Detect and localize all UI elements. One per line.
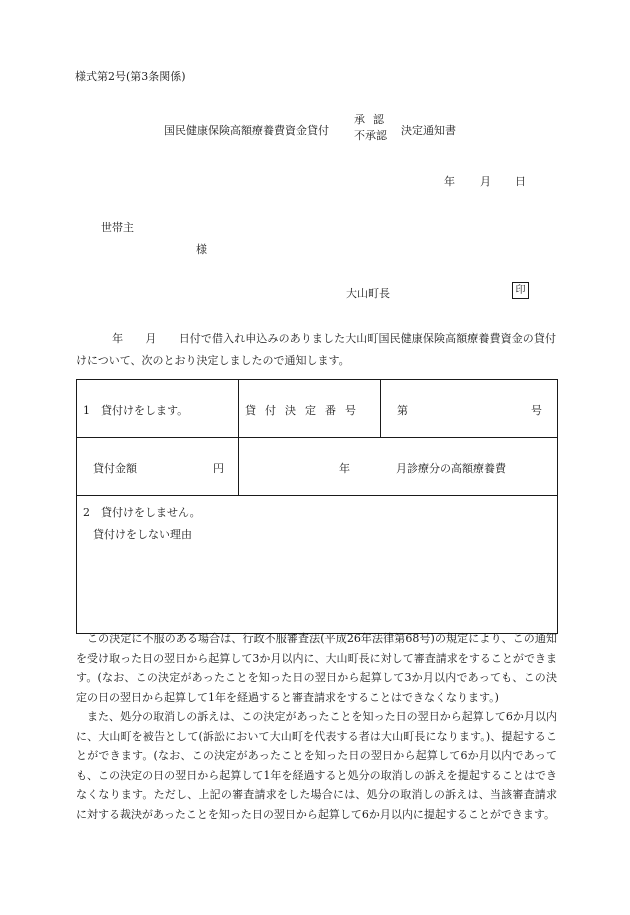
table-row (77, 438, 558, 496)
amount-cell (77, 438, 239, 496)
number-suffix: 号 (531, 404, 542, 417)
issue-date (444, 173, 526, 189)
treatment-year: 年 (339, 462, 350, 475)
household-head-label: 世帯主 (101, 221, 134, 234)
document-title-tail: 決定通知書 (401, 124, 456, 137)
title-options (354, 112, 392, 144)
decision-number-label: 貸付決定番号 (245, 404, 365, 417)
approve-item: 1 貸付けをします。 (83, 404, 189, 417)
disapprove-cell (77, 496, 558, 634)
amount-label: 貸付金額 (93, 462, 137, 475)
reason-label: 貸付けをしない理由 (93, 528, 192, 541)
document-title: 国民健康保険高額療養費資金貸付 (164, 124, 329, 137)
date-year: 年 (444, 175, 455, 188)
seal-mark: 印 (512, 282, 529, 299)
table-row (77, 496, 558, 634)
intro-text (76, 328, 556, 372)
approve-item-cell (77, 380, 239, 438)
appeal-paragraph-2: また、処分の取消しの訴えは、この決定があったことを知った日の翌日から起算して6か月以内に、大山町を被告として(訴訟において大山町を代表する者は大山町長になります。)、提起することができます。(なお、この決定があったことを知った日の翌日から起算して6か月以内であっても、この決定の日の翌日から起算して1年を経過すると処分の取消しの訴えを提起することはできなくなります。ただし、上記の審査請求をした場合には、処分の取消しの訴えは、当該審査請求に対する裁決があったことを知った日の翌日から起算して6か月以内に提起することができます。 (76, 710, 557, 821)
table-row (77, 380, 558, 438)
disapprove-item: 2 貸付けをしません。 (83, 506, 201, 519)
honorific: 様 (196, 243, 207, 256)
date-day: 日 (515, 175, 526, 188)
issuer-name: 大山町長 (346, 287, 390, 300)
decision-number-cell (381, 380, 558, 438)
date-month: 月 (480, 175, 491, 188)
treatment-period-cell (239, 438, 558, 496)
number-prefix: 第 (397, 404, 408, 417)
treatment-month: 月診療分の高額療養費 (396, 462, 506, 475)
intro-body: 年 月 日付で借入れ申込みのありました大山町国民健康保険高額療養費資金の貸付けについて、次のとおり決定しましたので通知します。 (76, 332, 556, 367)
decision-table (76, 379, 558, 634)
option-disapprove: 不承認 (354, 129, 387, 142)
amount-unit: 円 (213, 462, 224, 475)
option-approve: 承認 (354, 113, 392, 126)
appeal-notice (76, 629, 557, 824)
form-number: 様式第2号(第3条関係) (75, 70, 186, 83)
appeal-paragraph-1: この決定に不服のある場合は、行政不服審査法(平成26年法律第68号)の規定により、この通知を受け取った日の翌日から起算して3か月以内に、大山町長に対して審査請求をすることができます。(なお、この決定があったことを知った日の翌日から起算して3か月以内であっても、この決定の日の翌日から起算して1年を経過すると審査請求をすることはできなくなります。) (76, 632, 557, 704)
decision-label-cell (239, 380, 381, 438)
